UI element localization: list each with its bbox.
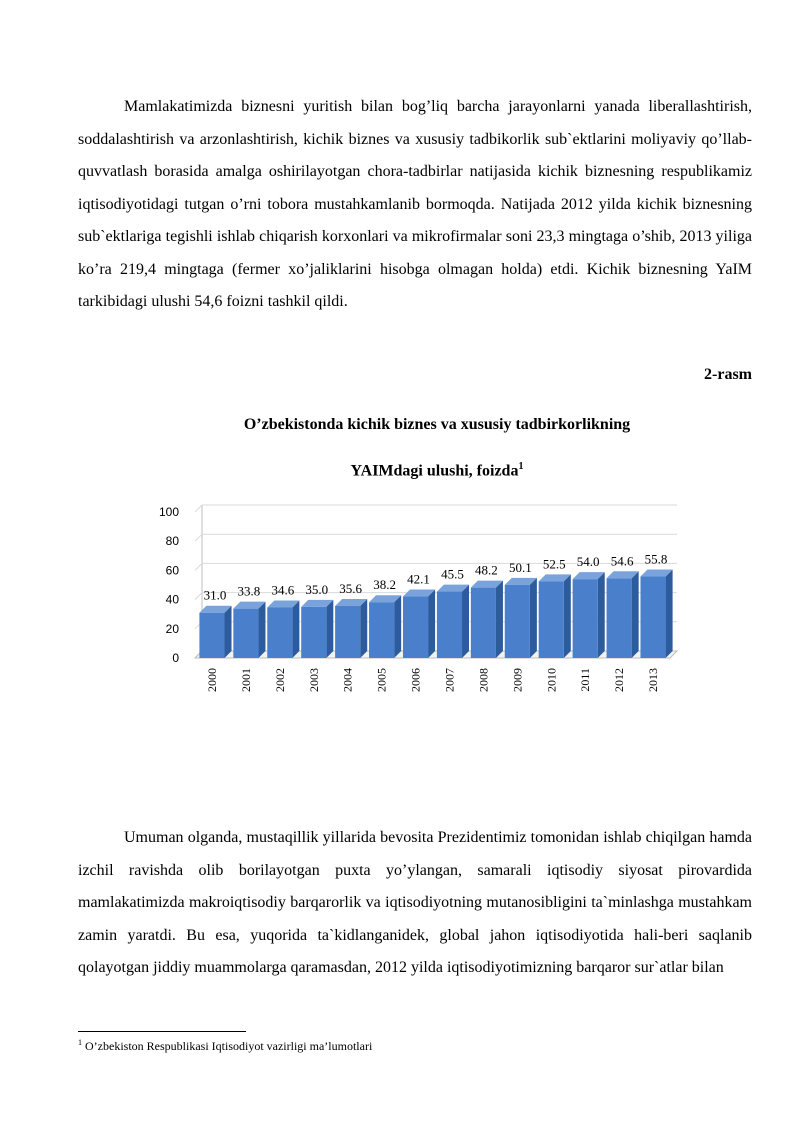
bar-side [394, 595, 401, 658]
data-label: 54.0 [576, 554, 600, 570]
bar-side [632, 571, 639, 658]
x-tick-label: 2003 [306, 668, 321, 692]
y-tick-label: 0 [172, 651, 179, 665]
data-label: 54.6 [610, 553, 634, 569]
bar-side [326, 600, 333, 658]
bar [437, 592, 462, 658]
y-tick-label: 40 [165, 592, 179, 607]
x-tick-label: 2004 [340, 668, 355, 692]
footnote-divider [78, 1031, 246, 1032]
bar-side [666, 570, 673, 658]
figure-title-line1: O’zbekistonda kichik biznes va xususiy tadbirkorlikning [243, 416, 631, 433]
bar-side [496, 581, 503, 658]
bar-side [462, 585, 469, 658]
y-tick-label: 80 [165, 534, 179, 549]
bar-side [564, 574, 571, 658]
x-tick-label: 2006 [408, 668, 423, 692]
bar [505, 585, 530, 658]
bar [539, 581, 564, 658]
conclusion-paragraph [78, 822, 752, 985]
gridline-connector [195, 593, 202, 600]
footnote [78, 1038, 372, 1054]
data-label: 48.2 [475, 562, 498, 578]
footnote-reference: 1 [518, 461, 524, 472]
figure-title-line2-text: YAIMdagi ulushi, foizda [350, 462, 519, 480]
figure-label: 2-rasm [704, 366, 752, 383]
x-tick-label: 2012 [612, 668, 627, 692]
data-label: 38.2 [373, 577, 396, 593]
data-label: 35.0 [305, 581, 329, 597]
data-label: 42.1 [407, 571, 430, 587]
x-tick-label: 2005 [374, 668, 389, 692]
data-label: 34.6 [271, 582, 295, 598]
y-tick-label: 100 [158, 505, 179, 519]
y-tick-label: 20 [165, 621, 179, 636]
figure-title-line2 [0, 461, 800, 480]
intro-paragraph [78, 91, 752, 319]
bar-side [225, 606, 232, 658]
bar [335, 606, 360, 658]
intro-paragraph-text: Mamlakatimizda biznesni yuritish bilan bog’liq barcha jarayonlarni yanada liberallashtirish, soddalashtirish va arzonlashtirish, kichik biznes va xususiy tadbikorlik sub`ektlarini moliyaviy qo’llab-quvvatlash borasida amalga oshirilayotgan chora-tadbirlar natijasida kichik biznesning respublikamiz iqtisodiyotidagi tutgan o’rni tobora mustahkamlanib bormoqda. Natijada 2012 yilda kichik biznesning sub`ektlariga tegishli ishlab chiqarish korxonlari va mikrofirmalar soni 23,3 mingtaga o’shib, 2013 yiliga ko’ra 219,4 mingtaga (fermer xo’jaliklarini hisobga olmagan holda) etdi. Kichik biznesning YaIM tarkibidagi ulushi 54,6 foizni tashkil qildi. [78, 98, 752, 310]
bar [369, 602, 394, 658]
bar-side [530, 578, 537, 658]
x-tick-label: 2000 [204, 668, 219, 692]
data-label: 33.8 [237, 583, 261, 599]
bar [471, 588, 496, 658]
data-label: 50.1 [508, 559, 532, 575]
conclusion-paragraph-text: Umuman olganda, mustaqillik yillarida bevosita Prezidentimiz tomonidan ishlab chiqilgan hamda izchil ravishda olib borilayotgan puxta yo’ylangan, samarali iqtisodiy siyosat pirovardida mamlakatimizda makroiqtisodiy barqarorlik va iqtisodiyotning mutanosibligini ta`minlashga mustahkam zamin yaratdi. Bu esa, yuqorida ta`kidlanganidek, global jahon iqtisodiyotida hali-beri saqlanib qolayotgan jiddiy muammolarga qaramasdan, 2012 yilda iqtisodiyotimizning barqaror sur`atlar bilan [78, 829, 752, 976]
x-tick-label: 2010 [544, 668, 559, 692]
bar-side [598, 572, 605, 658]
bar [233, 609, 258, 658]
bar [640, 577, 665, 658]
gridline-connector [195, 505, 202, 512]
x-tick-label: 2009 [510, 668, 525, 692]
bar-side [292, 600, 299, 658]
bar [607, 578, 632, 658]
data-label: 52.5 [542, 556, 566, 572]
bar [267, 607, 292, 658]
x-tick-label: 2007 [442, 668, 457, 692]
bar [403, 597, 428, 658]
data-label: 45.5 [441, 566, 464, 582]
y-tick-label: 60 [165, 563, 179, 578]
data-label: 35.6 [339, 581, 363, 597]
x-tick-label: 2001 [238, 668, 253, 692]
bar [573, 579, 598, 658]
x-tick-label: 2013 [646, 668, 661, 692]
gridline-connector [195, 563, 202, 570]
x-tick-label: 2011 [578, 668, 593, 692]
footnote-mark: 1 [78, 1038, 82, 1047]
gridline-connector [195, 534, 202, 541]
x-tick-label: 2002 [272, 668, 287, 692]
small-business-share-bar-chart [140, 498, 690, 708]
bar [199, 613, 224, 658]
bar-side [428, 590, 435, 658]
bar-side [258, 602, 265, 658]
bar-side [360, 599, 367, 658]
data-label: 55.8 [644, 551, 668, 567]
footnote-text: O’zbekiston Respublikasi Iqtisodiyot vazirligi ma’lumotlari [82, 1039, 373, 1053]
bar [301, 607, 326, 658]
x-tick-label: 2008 [476, 668, 491, 692]
data-label: 31.0 [203, 587, 227, 603]
